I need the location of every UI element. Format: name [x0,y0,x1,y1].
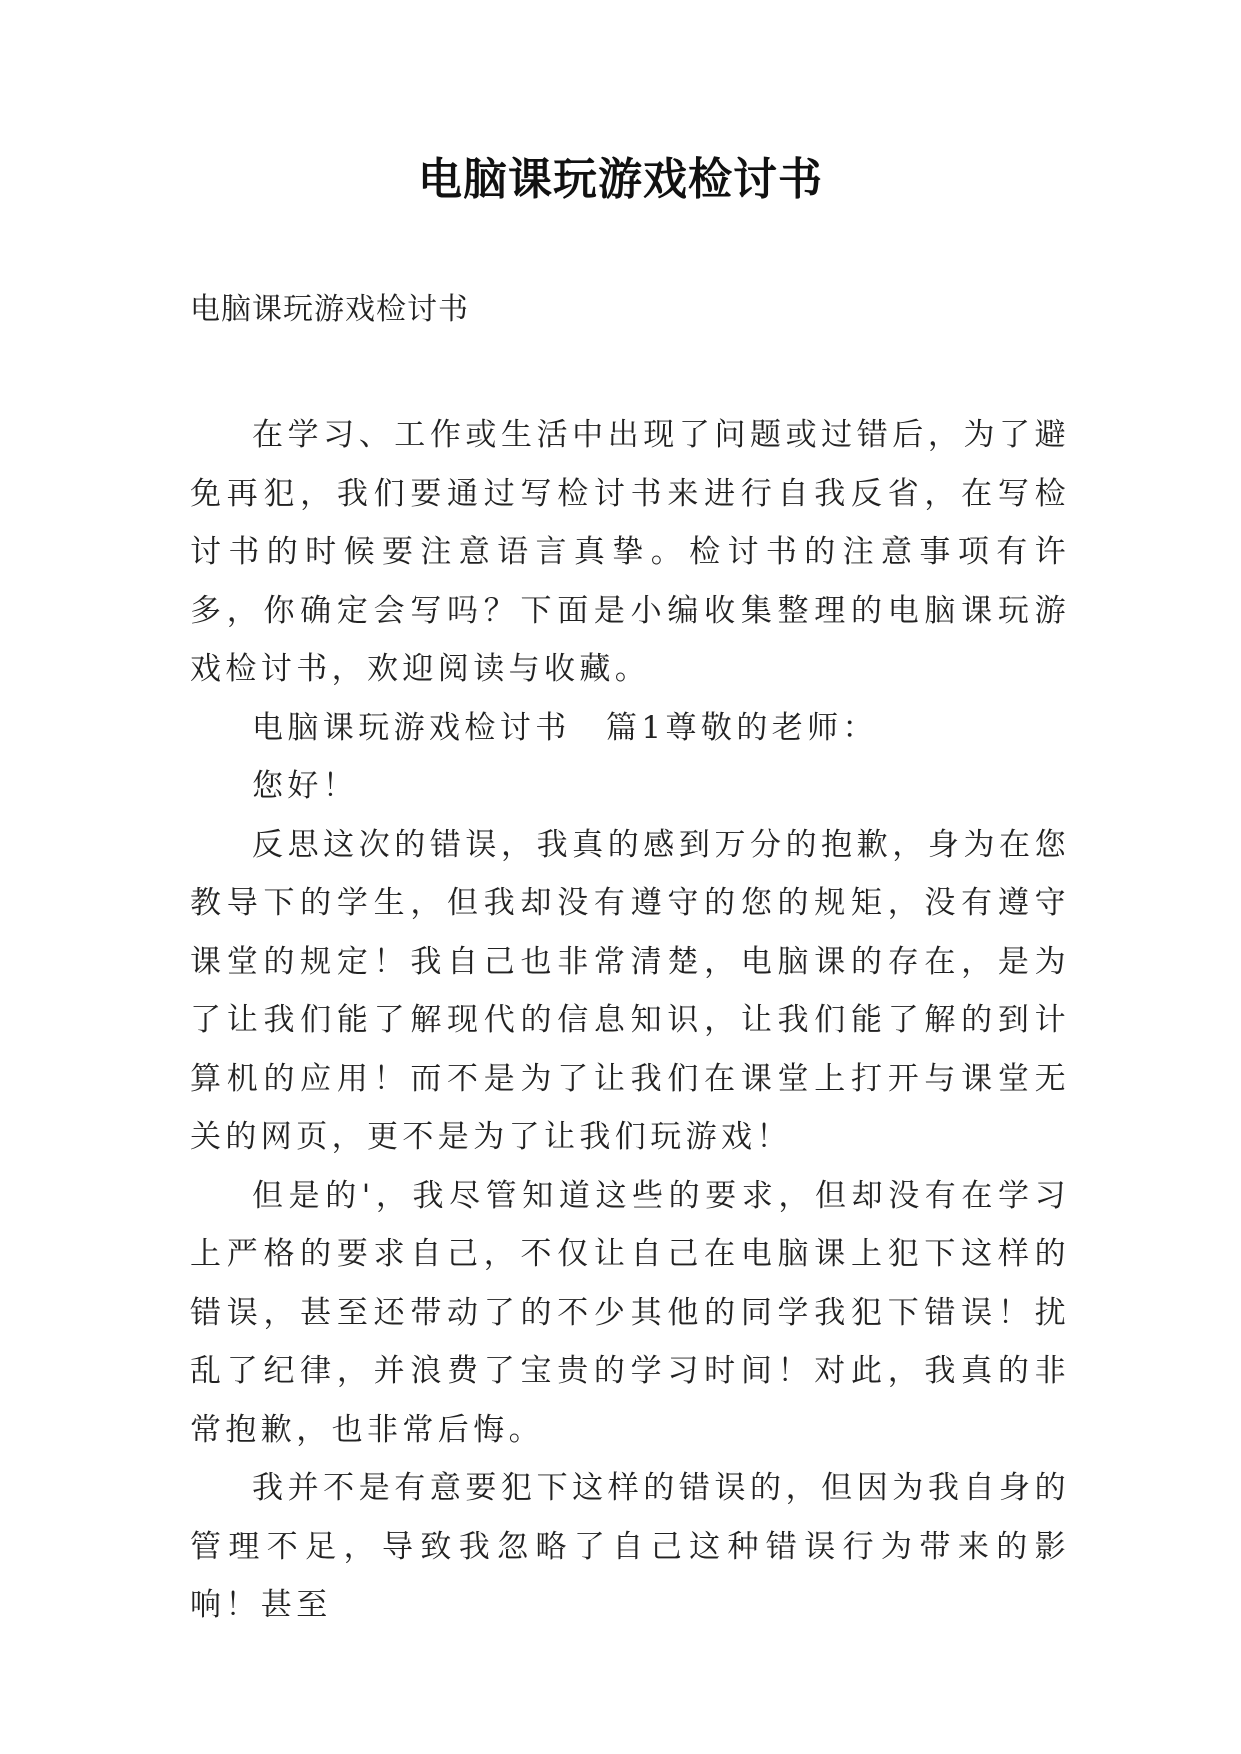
paragraph-greeting: 您好！ [252,768,359,804]
document-title: 电脑课玩游戏检讨书 [418,154,823,205]
paragraph-explanation: 我并不是有意要犯下这样的错误的，但因为我自身的管理不足，导致我忽略了自己这种错误行为带来的影响！甚至 [190,1470,1070,1623]
paragraph-reflection: 反思这次的错误，我真的感到万分的抱歉，身为在您教导下的学生，但我却没有遵守的您的规矩，没有遵守课堂的规定！我自己也非常清楚，电脑课的存在，是为了让我们能了解现代的信息知识，让我们能了解的到计算机的应用！而不是为了让我们在课堂上打开与课堂无关的网页，更不是为了让我们玩游戏！ [190,826,1070,1155]
paragraph-salutation: 电脑课玩游戏检讨书 篇1尊敬的老师： [252,709,878,746]
paragraph-admission: 但是的'，我尽管知道这些的要求，但却没有在学习上严格的要求自己，不仅让自己在电脑课上犯下这样的错误，甚至还带动了的不少其他的同学我犯下错误！扰乱了纪律，并浪费了宝贵的学习时间！对此，我真的非常抱歉，也非常后悔。 [190,1177,1070,1448]
paragraph-intro: 在学习、工作或生活中出现了问题或过错后，为了避免再犯，我们要通过写检讨书来进行自我反省，在写检讨书的时候要注意语言真挚。检讨书的注意事项有许多，你确定会写吗？下面是小编收集整理的电脑课玩游戏检讨书，欢迎阅读与收藏。 [190,417,1070,687]
document-body [190,406,1070,1635]
document-subtitle: 电脑课玩游戏检讨书 [190,292,469,327]
